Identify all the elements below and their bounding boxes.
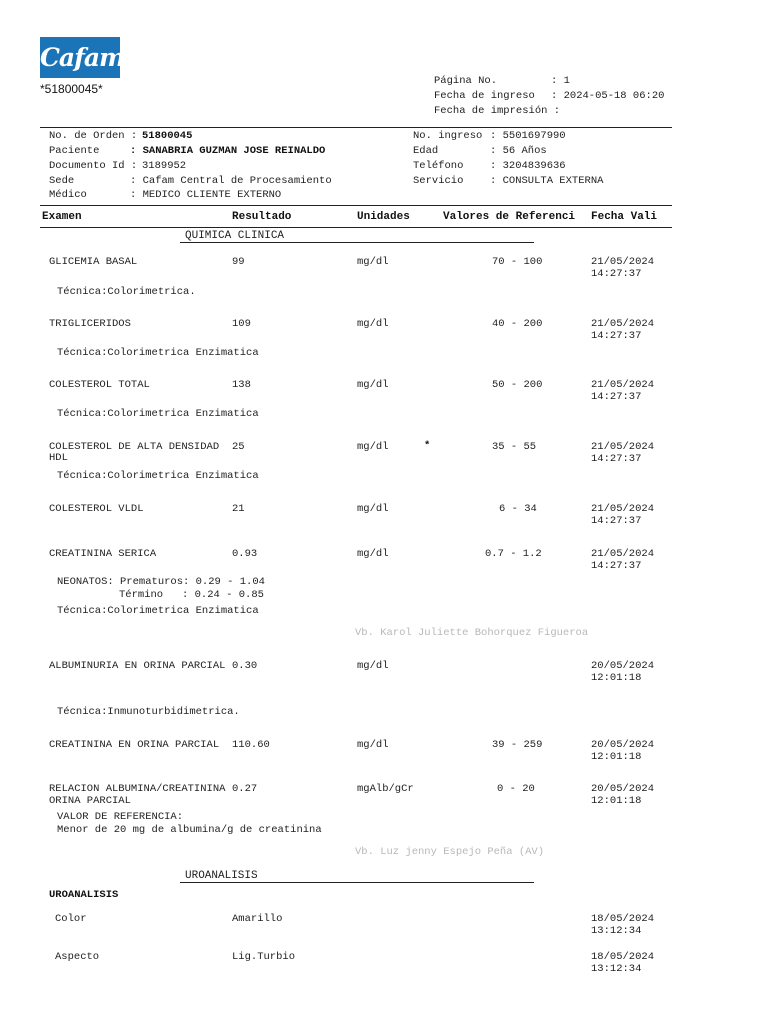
- row-exam: COLESTEROL VLDL: [49, 503, 144, 515]
- medico-value: : MEDICO CLIENTE EXTERNO: [130, 189, 282, 201]
- barcode-text: *51800045*: [40, 82, 103, 96]
- row-ref: 6 - 34: [499, 503, 537, 515]
- row-result: 99: [232, 256, 245, 268]
- row-date: 20/05/2024: [591, 660, 655, 672]
- sede-label: Sede: [49, 175, 75, 187]
- row-time: 13:12:34: [591, 925, 642, 937]
- ingreso-date-label: Fecha de ingreso: [434, 90, 535, 102]
- row-date: 21/05/2024: [591, 548, 655, 560]
- paciente-label: Paciente: [49, 145, 100, 157]
- subsection-title: UROANALISIS: [49, 889, 119, 901]
- validation-signature: Vb. Karol Juliette Bohorquez Figueroa: [355, 627, 589, 639]
- row-date: 21/05/2024: [591, 379, 655, 391]
- abnormal-flag: *: [424, 440, 431, 452]
- col-referencia: Valores de Referenci: [443, 211, 576, 223]
- row-exam-line2: ORINA PARCIAL: [49, 795, 131, 807]
- row-time: 14:27:37: [591, 391, 642, 403]
- row-unit: mg/dl: [357, 441, 389, 453]
- tecnica-note: Técnica:Inmunoturbidimetrica.: [57, 706, 240, 718]
- tecnica-note: Técnica:Colorimetrica Enzimatica: [57, 408, 259, 420]
- page-label: Página No.: [434, 75, 498, 87]
- row-exam-line2: HDL: [49, 452, 68, 464]
- tecnica-note: Técnica:Colorimetrica.: [57, 286, 196, 298]
- tecnica-note: Técnica:Colorimetrica Enzimatica: [57, 605, 259, 617]
- row-result: 110.60: [232, 739, 270, 751]
- row-time: 14:27:37: [591, 268, 642, 280]
- row-date: 21/05/2024: [591, 256, 655, 268]
- servicio-label: Servicio: [413, 175, 464, 187]
- neonatos-note-2: Término : 0.24 - 0.85: [119, 589, 264, 601]
- col-fecha: Fecha Vali: [591, 211, 658, 223]
- row-result: 109: [232, 318, 251, 330]
- patient-rule: [40, 205, 672, 206]
- row-exam: CREATININA EN ORINA PARCIAL: [49, 739, 220, 751]
- row-date: 21/05/2024: [591, 503, 655, 515]
- row-date: 18/05/2024: [591, 951, 655, 963]
- row-exam: CREATININA SERICA: [49, 548, 157, 560]
- row-ref: 35 - 55: [492, 441, 537, 453]
- tecnica-note: Técnica:Colorimetrica Enzimatica: [57, 347, 259, 359]
- row-ref: 39 - 259: [492, 739, 543, 751]
- orden-label: No. de Orden :: [49, 130, 138, 142]
- cafam-logo: Cafam: [40, 37, 120, 78]
- edad-label: Edad: [413, 145, 439, 157]
- row-exam: Aspecto: [55, 951, 100, 963]
- no-ingreso-value: : 5501697990: [490, 130, 566, 142]
- row-time: 12:01:18: [591, 795, 642, 807]
- header-rule: [40, 127, 672, 128]
- row-exam: GLICEMIA BASAL: [49, 256, 138, 268]
- ingreso-date-value: : 2024-05-18 06:20: [551, 90, 665, 102]
- telefono-label: Teléfono: [413, 160, 464, 172]
- row-ref: 0.7 - 1.2: [485, 548, 542, 560]
- row-date: 20/05/2024: [591, 783, 655, 795]
- row-time: 14:27:37: [591, 515, 642, 527]
- edad-value: : 56 Años: [490, 145, 547, 157]
- row-ref: 0 - 20: [497, 783, 535, 795]
- row-unit: mg/dl: [357, 256, 389, 268]
- row-date: 18/05/2024: [591, 913, 655, 925]
- row-unit: mg/dl: [357, 503, 389, 515]
- row-time: 14:27:37: [591, 560, 642, 572]
- row-time: 14:27:37: [591, 330, 642, 342]
- row-unit: mg/dl: [357, 318, 389, 330]
- row-result: 0.93: [232, 548, 258, 560]
- row-time: 13:12:34: [591, 963, 642, 975]
- row-unit: mgAlb/gCr: [357, 783, 414, 795]
- row-date: 21/05/2024: [591, 318, 655, 330]
- row-result: 25: [232, 441, 245, 453]
- row-ref: 50 - 200: [492, 379, 543, 391]
- row-ref: 40 - 200: [492, 318, 543, 330]
- section-title-quimica: QUIMICA CLINICA: [185, 230, 285, 242]
- row-time: 12:01:18: [591, 751, 642, 763]
- row-date: 21/05/2024: [591, 441, 655, 453]
- no-ingreso-label: No. ingreso: [413, 130, 483, 142]
- validation-signature: Vb. Luz jenny Espejo Peña (AV): [355, 846, 545, 858]
- row-unit: mg/dl: [357, 739, 389, 751]
- col-resultado: Resultado: [232, 211, 292, 223]
- documento-value: 3189952: [142, 160, 187, 172]
- servicio-value: : CONSULTA EXTERNA: [490, 175, 604, 187]
- row-exam: COLESTEROL DE ALTA DENSIDAD: [49, 441, 220, 453]
- row-result: 138: [232, 379, 251, 391]
- section-rule-uroanalisis: [180, 882, 534, 883]
- row-time: 14:27:37: [591, 453, 642, 465]
- valor-referencia-note-2: Menor de 20 mg de albumina/g de creatinina: [57, 824, 322, 836]
- impresion-label: Fecha de impresión :: [434, 105, 561, 117]
- section-title-uroanalisis: UROANALISIS: [185, 870, 258, 882]
- sede-value: : Cafam Central de Procesamiento: [130, 175, 332, 187]
- documento-label: Documento Id :: [49, 160, 138, 172]
- row-result: 0.30: [232, 660, 258, 672]
- row-result: 0.27: [232, 783, 258, 795]
- medico-label: Médico: [49, 189, 87, 201]
- row-result: Lig.Turbio: [232, 951, 296, 963]
- row-exam: COLESTEROL TOTAL: [49, 379, 150, 391]
- row-exam: TRIGLICERIDOS: [49, 318, 131, 330]
- section-rule-quimica: [180, 242, 534, 243]
- row-result: 21: [232, 503, 245, 515]
- row-exam: Color: [55, 913, 87, 925]
- col-examen: Examen: [42, 211, 82, 223]
- telefono-value: : 3204839636: [490, 160, 566, 172]
- page-value: : 1: [551, 75, 570, 87]
- row-unit: mg/dl: [357, 548, 389, 560]
- row-unit: mg/dl: [357, 660, 389, 672]
- col-unidades: Unidades: [357, 211, 410, 223]
- row-date: 20/05/2024: [591, 739, 655, 751]
- row-exam: ALBUMINURIA EN ORINA PARCIAL: [49, 660, 226, 672]
- paciente-value: : SANABRIA GUZMAN JOSE REINALDO: [130, 145, 326, 157]
- valor-referencia-note: VALOR DE REFERENCIA:: [57, 811, 184, 823]
- row-exam: RELACION ALBUMINA/CREATININA: [49, 783, 226, 795]
- tecnica-note: Técnica:Colorimetrica Enzimatica: [57, 470, 259, 482]
- orden-value: 51800045: [142, 130, 193, 142]
- row-unit: mg/dl: [357, 379, 389, 391]
- row-result: Amarillo: [232, 913, 283, 925]
- row-time: 12:01:18: [591, 672, 642, 684]
- neonatos-note: NEONATOS: Prematuros: 0.29 - 1.04: [57, 576, 265, 588]
- columns-rule: [40, 227, 672, 228]
- row-ref: 70 - 100: [492, 256, 543, 268]
